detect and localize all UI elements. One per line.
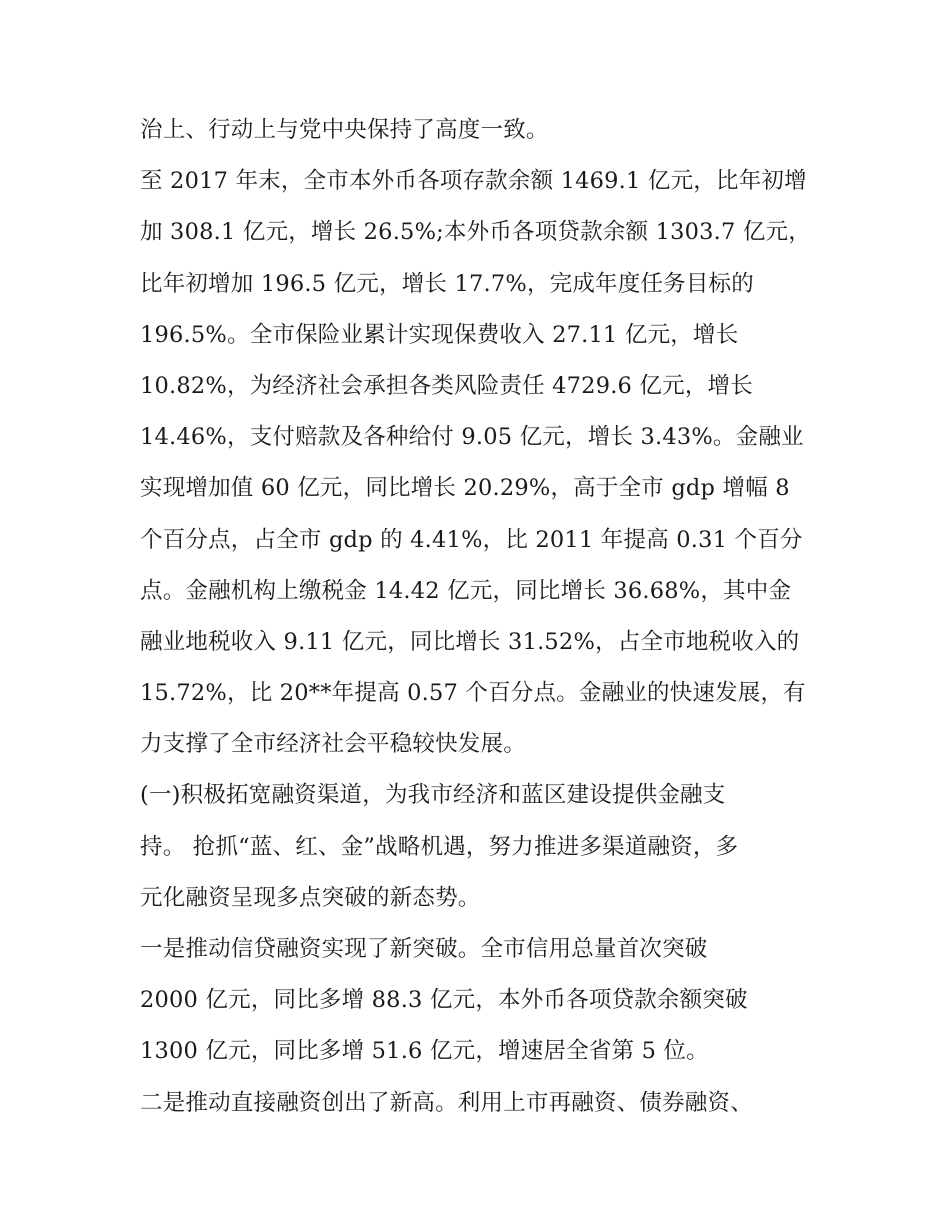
- text-line: 持。 抢抓“蓝、红、金”战略机遇，努力推进多渠道融资，多: [140, 833, 739, 860]
- text-line: 点。金融机构上缴税金 14.42 亿元，同比增长 36.68%，其中金: [140, 577, 792, 604]
- text-line: 2000 亿元，同比多增 88.3 亿元，本外币各项贷款余额突破: [140, 987, 748, 1014]
- text-line: 比年初增加 196.5 亿元，增长 17.7%，完成年度任务目标的: [140, 270, 754, 297]
- text-line: 1300 亿元，同比多增 51.6 亿元，增速居全省第 5 位。: [140, 1038, 709, 1065]
- text-line: 一是推动信贷融资实现了新突破。全市信用总量首次突破: [140, 936, 708, 962]
- text-line: 加 308.1 亿元，增长 26.5%;本外币各项贷款余额 1303.7 亿元，: [140, 219, 811, 246]
- text-line: 元化融资呈现多点突破的新态势。: [140, 884, 481, 911]
- text-line: 196.5%。全市保险业累计实现保费收入 27.11 亿元，增长: [140, 321, 739, 348]
- text-line: 15.72%，比 20**年提高 0.57 个百分点。金融业的快速发展，有: [140, 680, 806, 707]
- text-line: 14.46%，支付赔款及各种给付 9.05 亿元，增长 3.43%。金融业: [140, 424, 804, 451]
- body-text: [140, 105, 820, 1129]
- text-line: 融业地税收入 9.11 亿元，同比增长 31.52%，占全市地税收入的: [140, 628, 800, 655]
- text-line: 实现增加值 60 亿元，同比增长 20.29%，高于全市 gdp 增幅 8: [140, 475, 790, 502]
- text-line: 个百分点，占全市 gdp 的 4.41%，比 2011 年提高 0.31 个百分: [140, 526, 803, 553]
- text-line: 力支撑了全市经济社会平稳较快发展。: [140, 731, 526, 758]
- text-line: 二是推动直接融资创出了新高。利用上市再融资、债券融资、: [140, 1089, 753, 1116]
- section-heading-line: (一)积极拓宽融资渠道，为我市经济和蓝区建设提供金融支: [140, 782, 726, 809]
- text-line: 至 2017 年末，全市本外币各项存款余额 1469.1 亿元，比年初增: [140, 168, 807, 195]
- text-line: 治上、行动上与党中央保持了高度一致。: [140, 117, 549, 143]
- text-line: 10.82%，为经济社会承担各类风险责任 4729.6 亿元，增长: [140, 372, 753, 399]
